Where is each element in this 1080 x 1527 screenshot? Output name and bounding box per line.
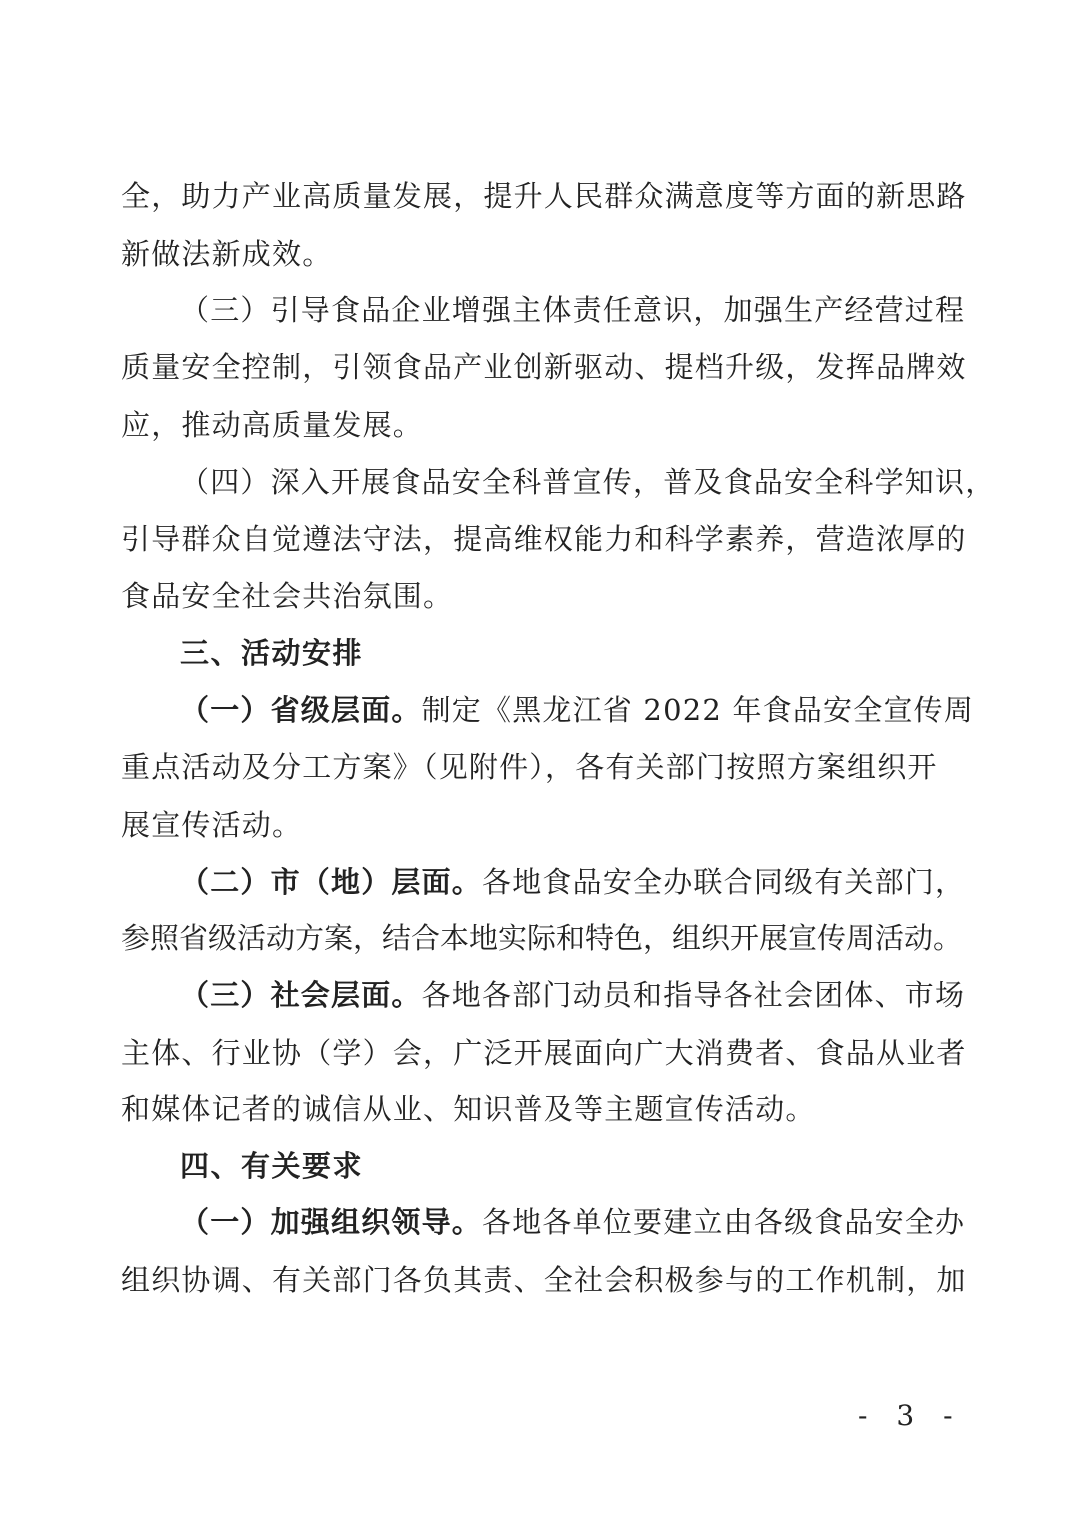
line-text: 新做法新成效。	[121, 237, 333, 271]
lead-in-bold: （一）加强组织领导。	[180, 1205, 483, 1239]
line-text: （三）引导食品企业增强主体责任意识，加强生产经营过程	[180, 293, 966, 327]
lead-in-bold: （一）省级层面。	[180, 693, 422, 727]
paragraph-line	[121, 519, 967, 559]
line-text: 各地各单位要建立由各级食品安全办	[482, 1205, 966, 1239]
line-text: 组织协调、有关部门各负其责、全社会积极参与的工作机制，加	[121, 1263, 967, 1297]
line-text: 主体、行业协（学）会，广泛开展面向广大消费者、食品从业者	[121, 1036, 967, 1070]
paragraph-line	[180, 1202, 966, 1242]
page-number: - 3 -	[858, 1399, 963, 1432]
line-text: 制定《黑龙江省 2022 年食品安全宣传周	[421, 693, 975, 727]
lead-in-bold: （二）市（地）层面。	[180, 865, 483, 899]
line-text: 重点活动及分工方案》（见附件），各有关部门按照方案组织开	[121, 750, 938, 784]
paragraph-line	[180, 462, 996, 502]
paragraph-line	[121, 1033, 967, 1073]
paragraph-line	[180, 862, 966, 902]
paragraph-line	[121, 405, 921, 445]
paragraph-line	[121, 918, 963, 958]
paragraph-line	[180, 975, 966, 1015]
paragraph-line	[121, 747, 938, 787]
paragraph-line	[121, 176, 967, 216]
line-text: 展宣传活动。	[121, 808, 303, 842]
line-text: （四）深入开展食品安全科普宣传，普及食品安全科学知识，	[180, 465, 996, 499]
paragraph-line	[121, 234, 921, 274]
heading-text: 三、活动安排	[180, 636, 364, 670]
section-heading	[180, 1146, 921, 1186]
line-text: 应，推动高质量发展。	[121, 408, 424, 442]
paragraph-line	[121, 1260, 967, 1300]
section-heading	[180, 633, 921, 673]
line-text: 质量安全控制，引领食品产业创新驱动、提档升级，发挥品牌效	[121, 350, 967, 384]
line-text: 全，助力产业高质量发展，提升人民群众满意度等方面的新思路	[121, 179, 967, 213]
paragraph-line	[121, 1089, 921, 1129]
paragraph-line	[121, 805, 921, 845]
line-text: 各地各部门动员和指导各社会团体、市场	[421, 978, 966, 1012]
paragraph-line	[121, 347, 967, 387]
line-text: 各地食品安全办联合同级有关部门，	[482, 865, 966, 899]
line-text: 食品安全社会共治氛围。	[121, 579, 454, 613]
line-text: 参照省级活动方案，结合本地实际和特色，组织开展宣传周活动。	[121, 921, 963, 955]
heading-text: 四、有关要求	[180, 1149, 364, 1183]
lead-in-bold: （三）社会层面。	[180, 978, 422, 1012]
paragraph-line	[121, 576, 921, 616]
line-text: 引导群众自觉遵法守法，提高维权能力和科学素养，营造浓厚的	[121, 522, 967, 556]
line-text: 和媒体记者的诚信从业、知识普及等主题宣传活动。	[121, 1092, 816, 1126]
paragraph-line	[180, 290, 966, 330]
paragraph-line	[180, 690, 975, 730]
